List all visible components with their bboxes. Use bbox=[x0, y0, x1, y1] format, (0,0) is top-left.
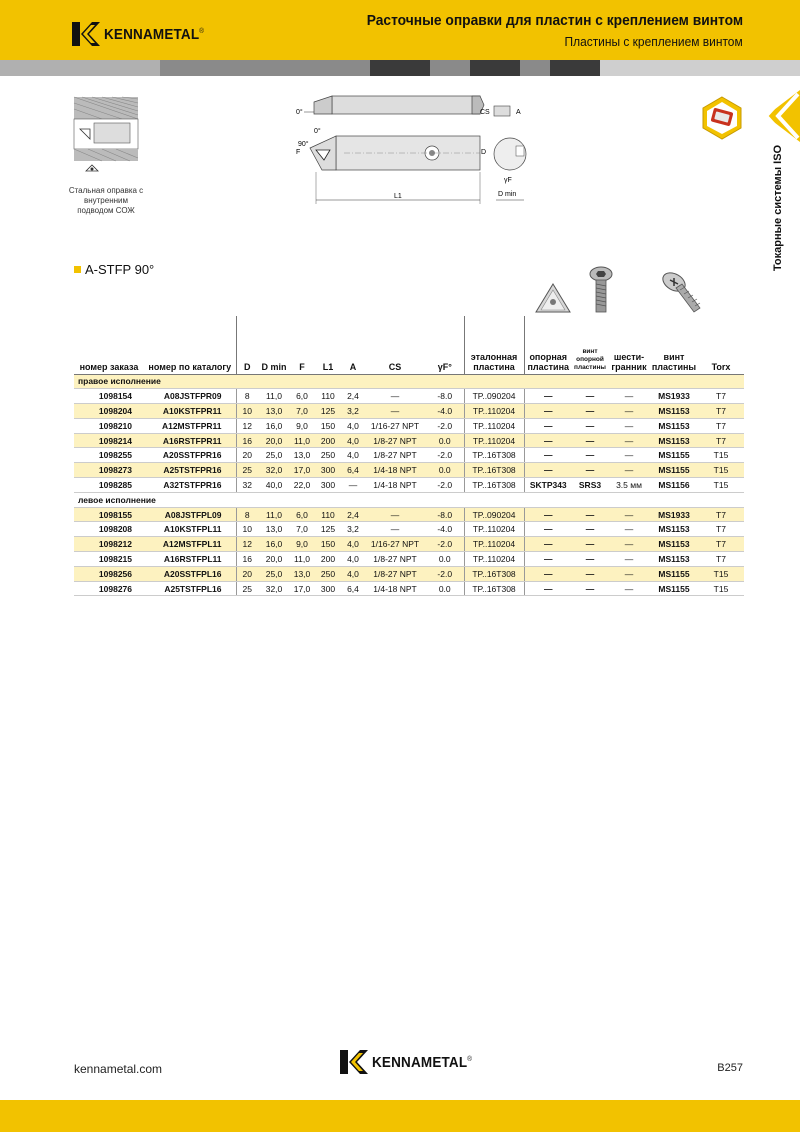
cell-hex: — bbox=[608, 389, 650, 404]
cell-insert: TP..090204 bbox=[464, 389, 524, 404]
col-L1: L1 bbox=[314, 316, 342, 374]
cell-insert: TP..16T308 bbox=[464, 448, 524, 463]
cell-L1: 150 bbox=[314, 418, 342, 433]
side-tab-chevron bbox=[742, 90, 800, 142]
section-title: A-STFP 90° bbox=[74, 262, 154, 277]
cell-shim-screw: — bbox=[572, 448, 608, 463]
angle-90-label: 90° bbox=[298, 141, 309, 148]
cell-shim: — bbox=[524, 537, 572, 552]
table-row bbox=[74, 552, 744, 567]
cell-catalog-no: A08JSTFPR09 bbox=[144, 389, 236, 404]
cell-A: 4,0 bbox=[342, 418, 364, 433]
col-insert: эталонная пластина bbox=[464, 316, 524, 374]
footer-kennametal-wordmark: KENNAMETAL® bbox=[372, 1053, 473, 1071]
cell-shim: — bbox=[524, 566, 572, 581]
cell-shim: — bbox=[524, 404, 572, 419]
cell-insert: TP..110204 bbox=[464, 552, 524, 567]
cell-hex: — bbox=[608, 507, 650, 522]
cell-F: 11,0 bbox=[290, 433, 314, 448]
cell-D: 8 bbox=[236, 507, 258, 522]
cell-Dmin: 16,0 bbox=[258, 537, 290, 552]
cell-D: 25 bbox=[236, 463, 258, 478]
dim-CS-label: CS bbox=[480, 109, 490, 116]
yellow-square-icon bbox=[74, 266, 81, 273]
cell-shim: — bbox=[524, 522, 572, 537]
cell-Dmin: 25,0 bbox=[258, 448, 290, 463]
cell-order-no: 1098204 bbox=[74, 404, 144, 419]
table-row bbox=[74, 418, 744, 433]
table-row bbox=[74, 404, 744, 419]
cell-D: 16 bbox=[236, 433, 258, 448]
cell-gammaF: 0.0 bbox=[426, 581, 464, 596]
cell-F: 17,0 bbox=[290, 463, 314, 478]
cell-D: 16 bbox=[236, 552, 258, 567]
cell-torx: T15 bbox=[698, 581, 744, 596]
cell-CS: 1/16-27 NPT bbox=[364, 537, 426, 552]
cell-F: 6,0 bbox=[290, 389, 314, 404]
cell-hex: 3.5 мм bbox=[608, 478, 650, 493]
cell-L1: 250 bbox=[314, 448, 342, 463]
cell-torx: T15 bbox=[698, 448, 744, 463]
col-torx: Torx bbox=[698, 316, 744, 374]
cell-L1: 300 bbox=[314, 581, 342, 596]
cell-insert-screw: MS1156 bbox=[650, 478, 698, 493]
cell-insert-screw: MS1153 bbox=[650, 522, 698, 537]
cell-torx: T7 bbox=[698, 507, 744, 522]
cell-CS: 1/16-27 NPT bbox=[364, 418, 426, 433]
page-title: Расточные оправки для пластин с креплением винтом bbox=[366, 12, 743, 29]
cell-torx: T7 bbox=[698, 433, 744, 448]
cell-gammaF: -8.0 bbox=[426, 389, 464, 404]
col-order-no: номер заказа bbox=[74, 316, 144, 374]
cell-insert: TP..110204 bbox=[464, 418, 524, 433]
cell-F: 13,0 bbox=[290, 566, 314, 581]
cell-torx: T15 bbox=[698, 566, 744, 581]
cell-CS: 1/8-27 NPT bbox=[364, 566, 426, 581]
cell-hex: — bbox=[608, 404, 650, 419]
cell-D: 12 bbox=[236, 537, 258, 552]
col-F: F bbox=[290, 316, 314, 374]
cell-insert: TP..16T308 bbox=[464, 581, 524, 596]
cell-A: 6,4 bbox=[342, 581, 364, 596]
cell-gammaF: -2.0 bbox=[426, 418, 464, 433]
insert-screw-icon bbox=[660, 270, 704, 314]
col-insert-screw: винт пластины bbox=[650, 316, 698, 374]
shim-triangle-icon bbox=[534, 282, 572, 316]
cell-insert: TP..16T308 bbox=[464, 478, 524, 493]
dim-L1-label: L1 bbox=[394, 193, 402, 200]
cell-Dmin: 20,0 bbox=[258, 433, 290, 448]
cell-order-no: 1098154 bbox=[74, 389, 144, 404]
col-hex: шести- гранник bbox=[608, 316, 650, 374]
cell-A: 4,0 bbox=[342, 566, 364, 581]
cell-order-no: 1098255 bbox=[74, 448, 144, 463]
col-CS: CS bbox=[364, 316, 426, 374]
cell-shim: — bbox=[524, 581, 572, 596]
cell-Dmin: 16,0 bbox=[258, 418, 290, 433]
cell-F: 6,0 bbox=[290, 507, 314, 522]
table-row bbox=[74, 448, 744, 463]
cell-L1: 150 bbox=[314, 537, 342, 552]
cell-Dmin: 25,0 bbox=[258, 566, 290, 581]
cell-insert-screw: MS1155 bbox=[650, 463, 698, 478]
kennametal-wordmark: KENNAMETAL® bbox=[104, 25, 205, 43]
col-shim: опорная пластина bbox=[524, 316, 572, 374]
footer-url: kennametal.com bbox=[74, 1062, 163, 1076]
cell-F: 17,0 bbox=[290, 581, 314, 596]
cell-insert: TP..110204 bbox=[464, 522, 524, 537]
cell-shim-screw: — bbox=[572, 552, 608, 567]
cell-insert-screw: MS1153 bbox=[650, 537, 698, 552]
cell-torx: T7 bbox=[698, 537, 744, 552]
page-subtitle: Пластины с креплением винтом bbox=[564, 34, 743, 49]
cell-insert: TP..090204 bbox=[464, 507, 524, 522]
group-label: левое исполнение bbox=[74, 492, 744, 507]
cell-order-no: 1098155 bbox=[74, 507, 144, 522]
gamma-F-label: γF bbox=[504, 177, 512, 184]
cell-Dmin: 11,0 bbox=[258, 507, 290, 522]
table-body bbox=[74, 374, 744, 596]
table-row bbox=[74, 522, 744, 537]
dim-F-label: F bbox=[296, 149, 301, 156]
cell-torx: T7 bbox=[698, 418, 744, 433]
dim-A-label: A bbox=[516, 109, 521, 116]
cell-hex: — bbox=[608, 463, 650, 478]
cell-CS: 1/8-27 NPT bbox=[364, 448, 426, 463]
cell-hex: — bbox=[608, 537, 650, 552]
cell-gammaF: 0.0 bbox=[426, 433, 464, 448]
cell-order-no: 1098212 bbox=[74, 537, 144, 552]
cell-gammaF: -8.0 bbox=[426, 507, 464, 522]
table-row bbox=[74, 478, 744, 493]
cell-CS: 1/4-18 NPT bbox=[364, 478, 426, 493]
boring-bar-drawing bbox=[284, 92, 534, 210]
cell-shim-screw: — bbox=[572, 463, 608, 478]
cell-order-no: 1098256 bbox=[74, 566, 144, 581]
cell-L1: 125 bbox=[314, 404, 342, 419]
cell-shim: — bbox=[524, 507, 572, 522]
turning-systems-hex-icon bbox=[700, 96, 744, 140]
cell-shim-screw: — bbox=[572, 507, 608, 522]
cell-catalog-no: A16RSTFPR11 bbox=[144, 433, 236, 448]
cell-D: 8 bbox=[236, 389, 258, 404]
cell-shim: — bbox=[524, 389, 572, 404]
cell-order-no: 1098214 bbox=[74, 433, 144, 448]
kennametal-logo bbox=[72, 22, 215, 46]
cell-L1: 200 bbox=[314, 552, 342, 567]
cell-insert-screw: MS1155 bbox=[650, 566, 698, 581]
cell-CS: 1/8-27 NPT bbox=[364, 433, 426, 448]
cell-shim: — bbox=[524, 433, 572, 448]
col-D: D bbox=[236, 316, 258, 374]
side-section-label: Токарные системы ISO bbox=[772, 144, 784, 272]
cell-hex: — bbox=[608, 581, 650, 596]
table-row bbox=[74, 463, 744, 478]
cell-CS: — bbox=[364, 404, 426, 419]
cell-shim: — bbox=[524, 448, 572, 463]
cell-F: 7,0 bbox=[290, 522, 314, 537]
cell-F: 7,0 bbox=[290, 404, 314, 419]
cell-F: 11,0 bbox=[290, 552, 314, 567]
angle-label-mid: 0° bbox=[314, 128, 321, 135]
cell-shim-screw: — bbox=[572, 566, 608, 581]
page-number: B257 bbox=[717, 1062, 743, 1074]
cell-A: 3,2 bbox=[342, 404, 364, 419]
cell-L1: 110 bbox=[314, 507, 342, 522]
cell-order-no: 1098208 bbox=[74, 522, 144, 537]
table-row bbox=[74, 581, 744, 596]
cell-shim: — bbox=[524, 552, 572, 567]
kennametal-k-icon bbox=[72, 22, 100, 46]
cell-gammaF: 0.0 bbox=[426, 463, 464, 478]
cell-catalog-no: A25TSTFPL16 bbox=[144, 581, 236, 596]
cell-gammaF: -4.0 bbox=[426, 404, 464, 419]
cell-shim-screw: — bbox=[572, 418, 608, 433]
col-Dmin: D min bbox=[258, 316, 290, 374]
cell-shim-screw: — bbox=[572, 581, 608, 596]
cell-insert: TP..16T308 bbox=[464, 463, 524, 478]
cell-catalog-no: A08JSTFPL09 bbox=[144, 507, 236, 522]
cell-order-no: 1098215 bbox=[74, 552, 144, 567]
cell-gammaF: -2.0 bbox=[426, 566, 464, 581]
cell-Dmin: 40,0 bbox=[258, 478, 290, 493]
cell-insert-screw: MS1153 bbox=[650, 552, 698, 567]
cell-Dmin: 32,0 bbox=[258, 581, 290, 596]
cell-insert-screw: MS1153 bbox=[650, 418, 698, 433]
cell-A: 2,4 bbox=[342, 507, 364, 522]
cell-catalog-no: A20SSTFPR16 bbox=[144, 448, 236, 463]
cell-CS: — bbox=[364, 522, 426, 537]
bar-section-drawing bbox=[72, 95, 140, 175]
cell-shim-screw: — bbox=[572, 404, 608, 419]
col-catalog-no: номер по каталогу bbox=[144, 316, 236, 374]
cell-torx: T7 bbox=[698, 389, 744, 404]
header-stripe bbox=[0, 60, 800, 76]
col-shim-screw: винт опорной пластины bbox=[572, 316, 608, 374]
cell-catalog-no: A10KSTFPL11 bbox=[144, 522, 236, 537]
group-row bbox=[74, 492, 744, 507]
cell-hex: — bbox=[608, 433, 650, 448]
cell-Dmin: 32,0 bbox=[258, 463, 290, 478]
cell-L1: 300 bbox=[314, 463, 342, 478]
dim-D-label: D bbox=[481, 149, 487, 156]
cell-insert-screw: MS1155 bbox=[650, 448, 698, 463]
diagram-caption: Стальная оправка с внутренним подводом СОЖ bbox=[68, 186, 144, 215]
table-row bbox=[74, 566, 744, 581]
cell-D: 20 bbox=[236, 566, 258, 581]
cell-L1: 110 bbox=[314, 389, 342, 404]
cell-order-no: 1098210 bbox=[74, 418, 144, 433]
cell-A: 2,4 bbox=[342, 389, 364, 404]
cell-shim-screw: — bbox=[572, 537, 608, 552]
cell-CS: 1/4-18 NPT bbox=[364, 581, 426, 596]
cell-A: — bbox=[342, 478, 364, 493]
cell-F: 22,0 bbox=[290, 478, 314, 493]
cell-insert-screw: MS1155 bbox=[650, 581, 698, 596]
cell-gammaF: 0.0 bbox=[426, 552, 464, 567]
cell-gammaF: -2.0 bbox=[426, 537, 464, 552]
cell-hex: — bbox=[608, 552, 650, 567]
cell-catalog-no: A16RSTFPL11 bbox=[144, 552, 236, 567]
cell-A: 3,2 bbox=[342, 522, 364, 537]
table-row bbox=[74, 389, 744, 404]
cell-CS: — bbox=[364, 389, 426, 404]
cell-CS: — bbox=[364, 507, 426, 522]
cell-insert: TP..110204 bbox=[464, 433, 524, 448]
cell-Dmin: 11,0 bbox=[258, 389, 290, 404]
cell-Dmin: 13,0 bbox=[258, 404, 290, 419]
cell-shim-screw: — bbox=[572, 433, 608, 448]
footer-kennametal-k-icon bbox=[340, 1050, 368, 1074]
cell-torx: T15 bbox=[698, 463, 744, 478]
cell-shim: — bbox=[524, 463, 572, 478]
cell-order-no: 1098276 bbox=[74, 581, 144, 596]
cell-insert: TP..110204 bbox=[464, 404, 524, 419]
cell-D: 12 bbox=[236, 418, 258, 433]
cell-shim: — bbox=[524, 418, 572, 433]
cell-L1: 250 bbox=[314, 566, 342, 581]
cell-hex: — bbox=[608, 566, 650, 581]
cell-CS: 1/4-18 NPT bbox=[364, 463, 426, 478]
cell-hex: — bbox=[608, 418, 650, 433]
cell-D: 32 bbox=[236, 478, 258, 493]
table-row bbox=[74, 507, 744, 522]
cell-Dmin: 20,0 bbox=[258, 552, 290, 567]
cell-order-no: 1098273 bbox=[74, 463, 144, 478]
cell-insert: TP..110204 bbox=[464, 537, 524, 552]
group-label: правое исполнение bbox=[74, 374, 744, 389]
angle-label-top: 0° bbox=[296, 109, 303, 116]
cell-shim-screw: SRS3 bbox=[572, 478, 608, 493]
table-row bbox=[74, 537, 744, 552]
cell-gammaF: -2.0 bbox=[426, 448, 464, 463]
cell-order-no: 1098285 bbox=[74, 478, 144, 493]
cell-catalog-no: A25TSTFPR16 bbox=[144, 463, 236, 478]
cell-catalog-no: A20SSTFPL16 bbox=[144, 566, 236, 581]
col-gammaF: γF° bbox=[426, 316, 464, 374]
cell-insert-screw: MS1933 bbox=[650, 389, 698, 404]
cell-torx: T7 bbox=[698, 404, 744, 419]
cell-insert: TP..16T308 bbox=[464, 566, 524, 581]
cell-insert-screw: MS1933 bbox=[650, 507, 698, 522]
cell-Dmin: 13,0 bbox=[258, 522, 290, 537]
table-row bbox=[74, 433, 744, 448]
cell-hex: — bbox=[608, 448, 650, 463]
cell-A: 4,0 bbox=[342, 552, 364, 567]
cell-insert-screw: MS1153 bbox=[650, 404, 698, 419]
cell-torx: T7 bbox=[698, 522, 744, 537]
cell-F: 13,0 bbox=[290, 448, 314, 463]
group-row bbox=[74, 374, 744, 389]
cell-shim-screw: — bbox=[572, 522, 608, 537]
cell-hex: — bbox=[608, 522, 650, 537]
cell-D: 25 bbox=[236, 581, 258, 596]
footer-band bbox=[0, 1100, 800, 1132]
cell-F: 9,0 bbox=[290, 418, 314, 433]
cell-F: 9,0 bbox=[290, 537, 314, 552]
cell-catalog-no: A12MSTFPL11 bbox=[144, 537, 236, 552]
cell-gammaF: -2.0 bbox=[426, 478, 464, 493]
cell-catalog-no: A32TSTFPR16 bbox=[144, 478, 236, 493]
cell-catalog-no: A12MSTFPR11 bbox=[144, 418, 236, 433]
product-table bbox=[74, 316, 744, 596]
cell-D: 10 bbox=[236, 522, 258, 537]
cell-D: 10 bbox=[236, 404, 258, 419]
cell-A: 4,0 bbox=[342, 448, 364, 463]
cell-insert-screw: MS1153 bbox=[650, 433, 698, 448]
cell-shim-screw: — bbox=[572, 389, 608, 404]
cell-gammaF: -4.0 bbox=[426, 522, 464, 537]
cell-L1: 200 bbox=[314, 433, 342, 448]
cell-shim: SKTP343 bbox=[524, 478, 572, 493]
cell-A: 6,4 bbox=[342, 463, 364, 478]
shim-screw-icon bbox=[586, 266, 616, 314]
cell-torx: T15 bbox=[698, 478, 744, 493]
cell-D: 20 bbox=[236, 448, 258, 463]
cell-A: 4,0 bbox=[342, 537, 364, 552]
dim-Dmin-label: D min bbox=[498, 191, 517, 198]
cell-A: 4,0 bbox=[342, 433, 364, 448]
cell-L1: 300 bbox=[314, 478, 342, 493]
cell-torx: T7 bbox=[698, 552, 744, 567]
col-A: A bbox=[342, 316, 364, 374]
footer-kennametal-logo bbox=[340, 1050, 483, 1074]
cell-catalog-no: A10KSTFPR11 bbox=[144, 404, 236, 419]
cell-CS: 1/8-27 NPT bbox=[364, 552, 426, 567]
cell-L1: 125 bbox=[314, 522, 342, 537]
